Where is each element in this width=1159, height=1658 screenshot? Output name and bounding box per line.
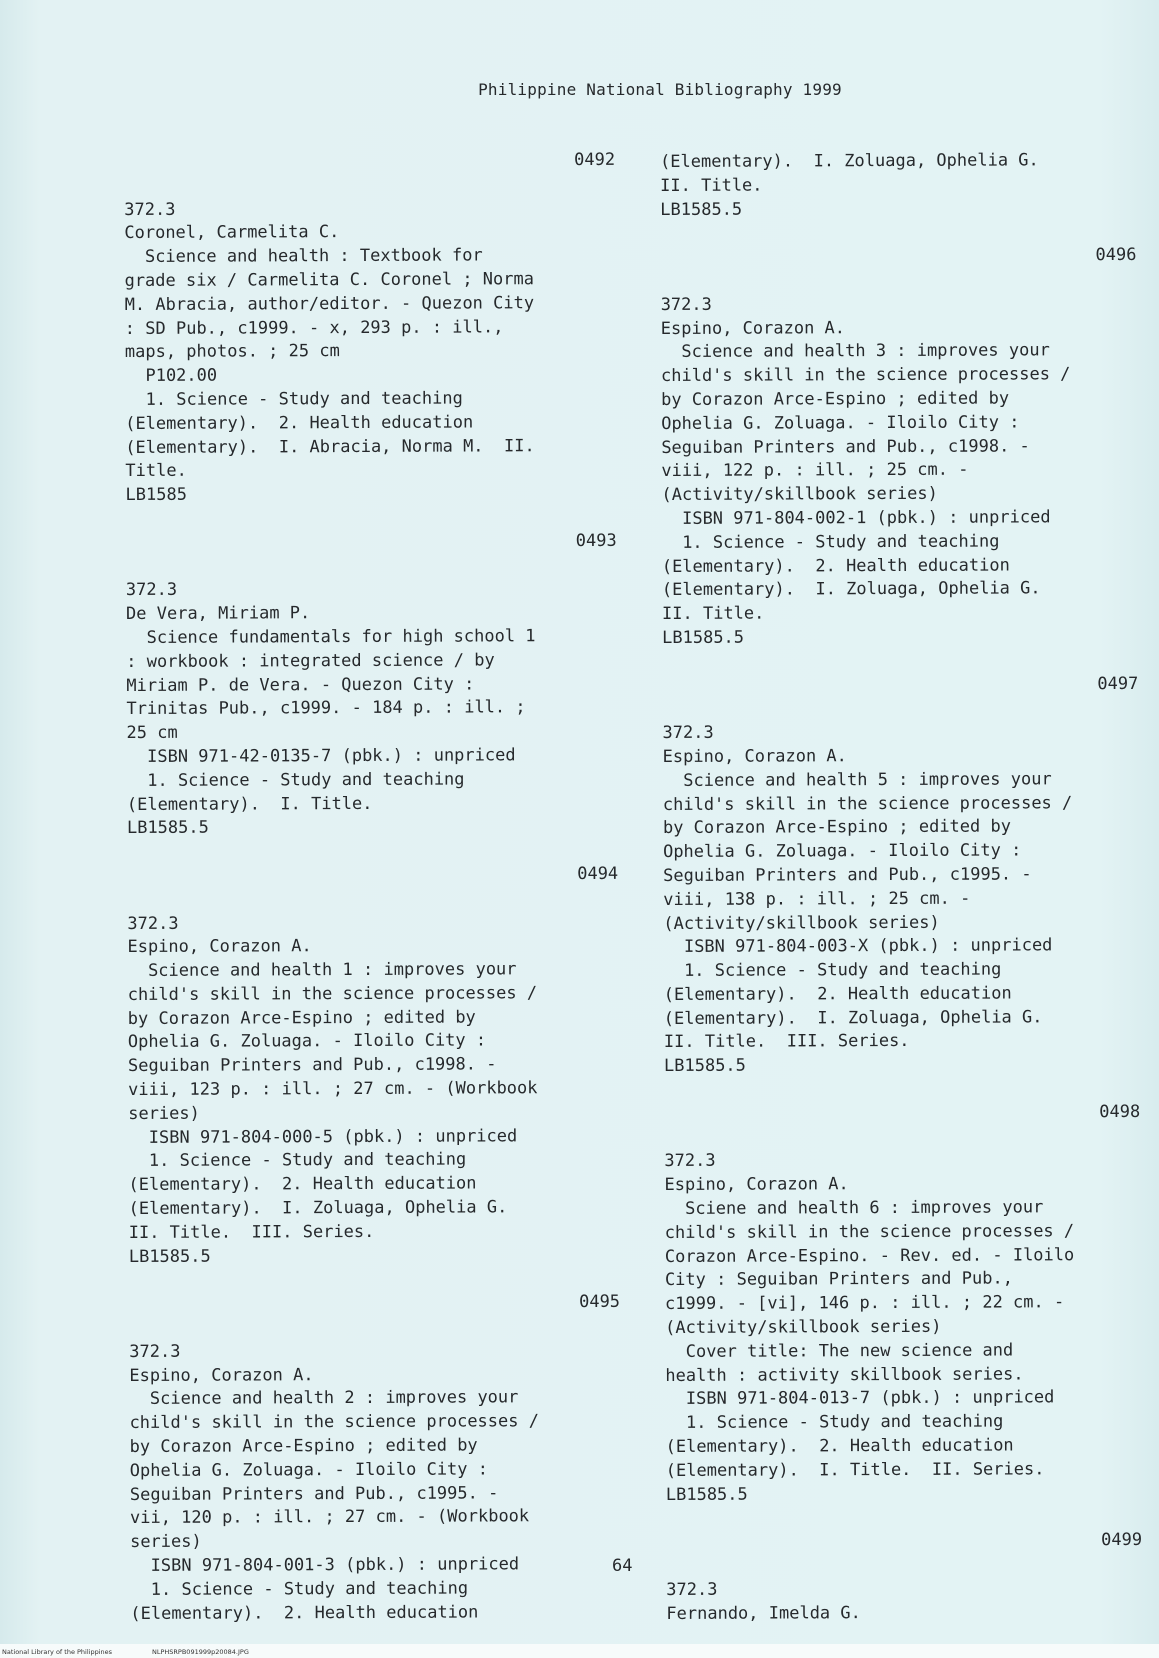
entry-line: LB1585.5 (660, 199, 743, 220)
entry-line: ISBN 971-804-001-3 (pbk.) : unpriced (130, 1554, 520, 1577)
entry-line: P102.00 (124, 365, 218, 387)
entry-line: ISBN 971-804-000-5 (pbk.) : unpriced (128, 1125, 518, 1148)
bibliography-entry (660, 149, 1150, 223)
entry-line: 1. Science - Study and teaching (665, 1411, 1004, 1434)
entry-line: viii, 138 p. : ill. ; 25 cm. - (663, 888, 971, 910)
page-number: 64 (612, 1556, 633, 1576)
entry-line: 1. Science - Study and teaching (128, 1149, 467, 1172)
bibliography-entry (666, 1505, 1157, 1626)
entry-line: Corazon Arce-Espino. - Rev. ed. - Iloilo (664, 1244, 1075, 1267)
entry-number: 0493 (575, 530, 617, 551)
entry-line: (Elementary). 2. Health education (130, 1602, 479, 1624)
entry-line: child's skill in the science processes / (662, 792, 1073, 815)
entry-line: (Elementary). I. Title. (126, 793, 373, 815)
entry-line: (Elementary). I. Zoluaga, Ophelia G. (660, 150, 1039, 172)
entry-line: II. Title. III. Series. (663, 1031, 910, 1053)
entry-line: child's skill in the science processes / (129, 1411, 539, 1434)
entry-line: grade six / Carmelita C. Coronel ; Norma (124, 269, 535, 291)
entry-line: series) (130, 1531, 202, 1553)
entry-line: Seguiban Printers and Pub., c1998. - (661, 435, 1030, 458)
entry-line: Seguiban Printers and Pub., c1995. - (129, 1483, 499, 1505)
page-title: Philippine National Bibliography 1999 (478, 80, 842, 99)
entry-line: Espino, Corazon A. (127, 936, 312, 958)
entry-line: ISBN 971-804-003-X (pbk.) : unpriced (663, 935, 1053, 958)
entry-line: Espino, Corazon A. (129, 1364, 314, 1386)
entry-line: ISBN 971-42-0135-7 (pbk.) : unpriced (126, 745, 516, 767)
entry-line: De Vera, Miriam P. (125, 603, 311, 625)
entry-line: Science and health 1 : improves your (127, 959, 517, 982)
bibliography-entry (662, 649, 1154, 1079)
left-column (124, 149, 635, 1627)
entry-line: Seguiban Printers and Pub., c1995. - (663, 864, 1032, 886)
entry-line: 1. Science - Study and teaching (661, 531, 1000, 553)
entry-line: 1. Science - Study and teaching (126, 769, 465, 791)
entry-line: 372.3 (666, 1579, 718, 1600)
entry-line: ISBN 971-804-002-1 (pbk.) : unpriced (661, 507, 1051, 529)
entry-line: by Corazon Arce-Espino ; edited by (661, 388, 1010, 410)
entry-line: Trinitas Pub., c1999. - 184 p. : ill. ; (126, 697, 526, 720)
entry-line: child's skill in the science processes / (664, 1221, 1075, 1243)
bibliography-entry (664, 1077, 1156, 1507)
bibliography-entry (127, 839, 634, 1270)
entry-line: vii, 120 p. : ill. ; 27 cm. - (Workbook (129, 1506, 530, 1529)
entry-line: 372.3 (662, 722, 714, 744)
entry-line: series) (128, 1103, 200, 1124)
entry-line: 372.3 (124, 199, 176, 220)
bibliography-entry (126, 506, 632, 841)
entry-line: Science and health 2 : improves your (129, 1387, 519, 1410)
entry-line: 372.3 (125, 580, 178, 601)
entry-line: Espino, Corazon A. (662, 746, 847, 767)
entry-line: Title. (125, 461, 187, 482)
entry-line: Coronel, Carmelita C. (124, 222, 340, 244)
entry-line: Espino, Corazon A. (660, 317, 846, 339)
entry-line: health : activity skillbook series. (665, 1364, 1024, 1386)
entry-line: City : Seguiban Printers and Pub., (664, 1268, 1013, 1291)
entry-line: viii, 123 p. : ill. ; 27 cm. - (Workbook (128, 1078, 538, 1101)
entry-line: (Activity/skillbook series) (663, 912, 940, 934)
entry-line: (Elementary). 2. Health education (663, 983, 1012, 1005)
entry-line: (Activity/skillbook series) (661, 483, 938, 506)
entry-line: ISBN 971-804-013-7 (pbk.) : unpriced (665, 1387, 1055, 1410)
entry-line: (Elementary). 2. Health education (665, 1435, 1014, 1458)
entry-line: Science and health 3 : improves your (660, 340, 1050, 363)
entry-line: viii, 122 p. : ill. ; 25 cm. - (661, 460, 969, 482)
entry-line: child's skill in the science processes / (660, 364, 1071, 387)
entry-line: Ophelia G. Zoluaga. - Iloilo City : (127, 1030, 487, 1053)
entry-line: (Elementary). I. Zoluaga, Ophelia G. (661, 578, 1041, 601)
entry-line: Fernando, Imelda G. (666, 1602, 861, 1624)
entry-line: Espino, Corazon A. (664, 1174, 849, 1196)
entry-line: : workbook : integrated science / by (126, 650, 495, 672)
right-column (660, 149, 1156, 1627)
entry-line: c1999. - [vi], 146 p. : ill. ; 22 cm. - (664, 1292, 1065, 1315)
bibliography-entry (129, 1267, 636, 1626)
entry-line: M. Abracia, author/editor. - Quezon City (124, 292, 535, 315)
entry-line: LB1585 (125, 484, 187, 506)
entry-line: Ophelia G. Zoluaga. - Iloilo City : (661, 412, 1020, 434)
entry-line: 1. Science - Study and teaching (130, 1578, 469, 1600)
entry-line: II. Title. (661, 603, 765, 625)
entry-number: 0496 (1095, 245, 1137, 266)
bibliography-entry (124, 149, 631, 508)
entry-line: LB1585.5 (126, 817, 209, 839)
entry-line: by Corazon Arce-Espino ; edited by (662, 816, 1011, 839)
entry-line: 372.3 (664, 1151, 716, 1172)
bibliography-entry (660, 220, 1152, 650)
entry-line: 25 cm (126, 722, 178, 744)
entry-number: 0497 (1097, 673, 1139, 694)
entry-line: II. Title. III. Series. (128, 1221, 375, 1243)
footer-file-label: NLPHSRPB091999p20084.JPG (152, 1648, 249, 1656)
entry-line: (Elementary). 2. Health education (125, 412, 474, 434)
entry-line: 372.3 (127, 913, 179, 934)
entry-line: 1. Science - Study and teaching (663, 959, 1002, 982)
footer-source-label: National Library of the Philippines (2, 1648, 113, 1656)
entry-line: Ophelia G. Zoluaga. - Iloilo City : (663, 840, 1022, 863)
entry-line: (Elementary). I. Abracia, Norma M. II. (125, 435, 535, 458)
entry-line: Science and health 5 : improves your (662, 769, 1052, 791)
entry-number: 0492 (574, 149, 616, 171)
entry-line: 1. Science - Study and teaching (125, 388, 463, 410)
entry-line: 372.3 (129, 1341, 181, 1362)
entry-line: LB1585.5 (662, 627, 745, 648)
entry-number: 0494 (577, 863, 619, 884)
scan-footer (0, 1644, 1159, 1658)
entry-number: 0498 (1099, 1101, 1141, 1122)
entry-line: Sciene and health 6 : improves your (664, 1197, 1044, 1220)
entry-line: (Elementary). I. Zoluaga, Ophelia G. (663, 1007, 1043, 1029)
entry-line: Ophelia G. Zoluaga. - Iloilo City : (129, 1459, 489, 1481)
entry-line: Seguiban Printers and Pub., c1998. - (127, 1054, 497, 1077)
entry-line: LB1585.5 (128, 1246, 211, 1267)
entry-number: 0499 (1101, 1530, 1143, 1551)
entry-line: (Activity/skillbook series) (665, 1316, 942, 1339)
entry-line: 372.3 (660, 294, 712, 315)
entry-line: (Elementary). 2. Health education (661, 555, 1010, 577)
entry-line: Cover title: The new science and (665, 1340, 1014, 1362)
entry-line: LB1585.5 (663, 1055, 746, 1077)
entry-line: maps, photos. ; 25 cm (124, 341, 340, 363)
entry-line: by Corazon Arce-Espino ; edited by (129, 1435, 478, 1458)
entry-line: II. Title. (660, 175, 763, 196)
entry-number: 0495 (579, 1292, 621, 1313)
entry-line: LB1585.5 (665, 1484, 748, 1505)
entry-line: (Elementary). 2. Health education (128, 1173, 477, 1196)
entry-line: (Elementary). I. Zoluaga, Ophelia G. (128, 1197, 508, 1220)
entry-line: (Elementary). I. Title. II. Series. (665, 1459, 1045, 1481)
entry-line: Miriam P. de Vera. - Quezon City : (126, 674, 475, 696)
entry-line: by Corazon Arce-Espino ; edited by (127, 1007, 476, 1029)
entry-line: child's skill in the science processes / (127, 983, 538, 1005)
entry-line: Science fundamentals for high school 1 (126, 626, 536, 648)
entry-line: : SD Pub., c1999. - x, 293 p. : ill., (124, 316, 504, 339)
entry-line: Science and health : Textbook for (124, 245, 483, 268)
